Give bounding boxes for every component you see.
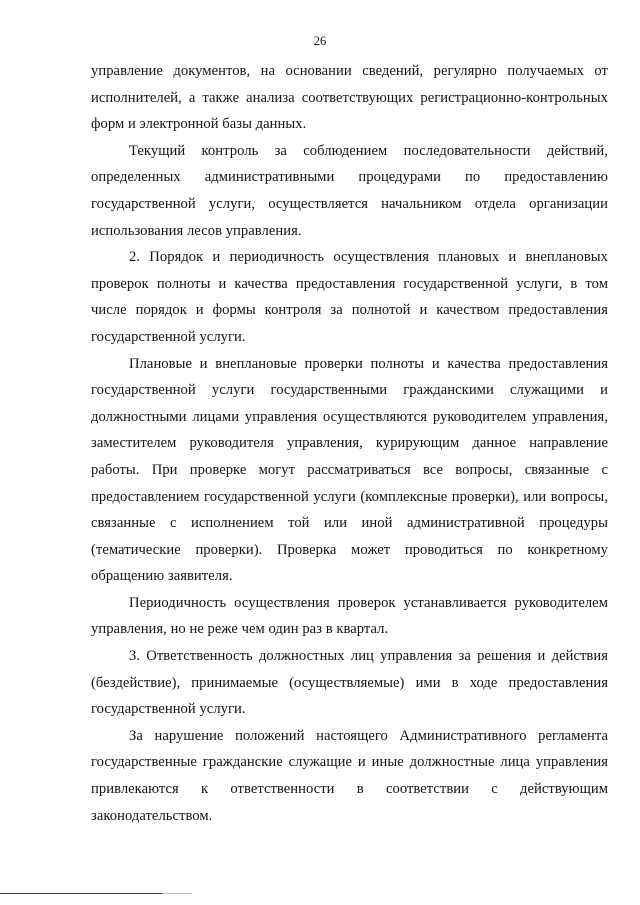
page-number: 26 [313, 34, 327, 48]
paragraph-current-control: Текущий контроль за соблюдением последовательности действий, определенных административными процедурами по предоставлению государственной услуги, осуществляется начальником отдела организации использования лесов управления. [91, 142, 608, 239]
section-heading-inspections: 2. Порядок и периодичность осуществления плановых и внеплановых проверок полноты и качества предоставления государственной услуги, в том числе порядок и формы контроля за полнотой и качеством предоставления государственной услуги. [91, 249, 608, 345]
paragraph-inspection-frequency: Периодичность осуществления проверок устанавливается руководителем управления, но не реже чем один раз в квартал. [91, 594, 608, 638]
paragraph-continuation: управление документов, на основании сведений, регулярно получаемых от исполнителей, а также анализа соответствующих регистрационно-контрольных форм и электронной базы данных. [91, 63, 608, 133]
footer-divider-tail [162, 893, 192, 894]
paragraph-liability: За нарушение положений настоящего Административного регламента государственные гражданские служащие и иные должностные лица управления привлекаются к ответственности в соответствии с действующим законодательством. [91, 727, 608, 824]
section-heading-responsibility: 3. Ответственность должностных лиц управления за решения и действия (бездействие), принимаемые (осуществляемые) ими в ходе предоставления государственной услуги. [91, 648, 608, 718]
document-body [91, 58, 608, 829]
footer-divider [0, 893, 162, 894]
paragraph-planned-inspections: Плановые и внеплановые проверки полноты и качества предоставления государственной услуги государственными гражданскими служащими и должностными лицами управления осуществляются руководителем управления, заместителем руководителя управления, курирующим данное направление работы. При проверке могут рассматриваться все вопросы, связанные с предоставлением государственной услуги (комплексные проверки), или вопросы, связанные с исполнением той или иной административной процедуры (тематические проверки). Проверка может проводиться по конкретному обращению заявителя. [91, 355, 608, 585]
